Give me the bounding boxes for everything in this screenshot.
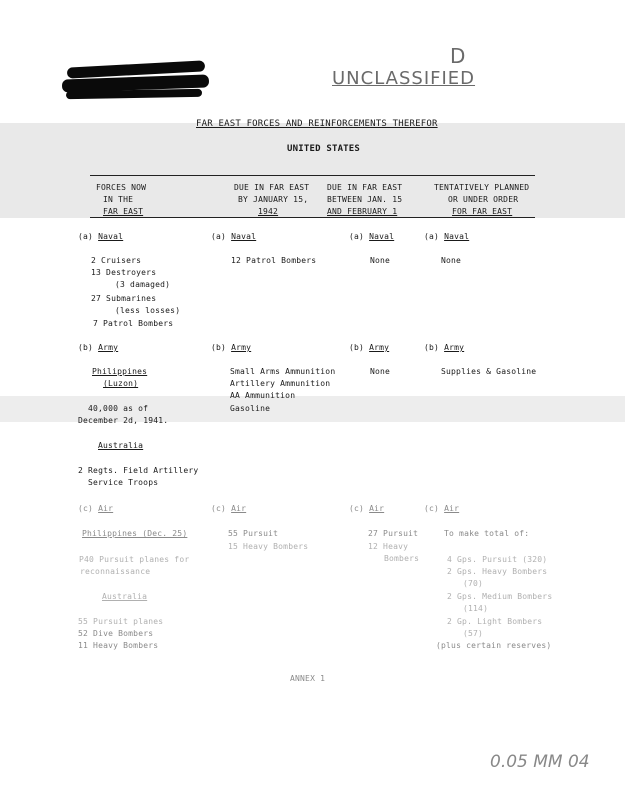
air-planned-item: To make total of: — [444, 529, 530, 538]
army-australia-line: 2 Regts. Field Artillery — [78, 466, 199, 475]
naval-item: 13 Destroyers — [91, 268, 157, 277]
column-header-line: DUE IN FAR EAST — [327, 183, 403, 192]
naval-item: (less losses) — [115, 306, 181, 315]
handwritten-note: 0.05 MM 04 — [490, 752, 590, 772]
column-header-line: TENTATIVELY PLANNED — [434, 183, 530, 192]
air-planned-item: 4 Gps. Pursuit (320) — [447, 555, 548, 564]
naval-due-jan15: 12 Patrol Bombers — [231, 256, 317, 265]
army-planned: Supplies & Gasoline — [441, 367, 537, 376]
document-subtitle: UNITED STATES — [287, 144, 361, 154]
air-heading-col3 — [349, 503, 384, 514]
air-planned-item: (70) — [463, 579, 484, 588]
section-label: Army — [98, 343, 119, 352]
document-title: FAR EAST FORCES AND REINFORCEMENTS THEREFOR — [196, 119, 438, 129]
column-header-line: FOR FAR EAST — [452, 207, 513, 216]
section-label: Army — [369, 343, 390, 352]
army-heading-col2 — [211, 342, 251, 353]
air-australia-line: 55 Pursuit planes — [78, 617, 164, 626]
section-label: Army — [444, 343, 465, 352]
section-label: Air — [444, 504, 460, 513]
column-header-line: FORCES NOW — [96, 183, 147, 192]
section-prefix: (a) — [211, 232, 227, 241]
section-prefix: (b) — [349, 343, 365, 352]
army-heading-col3 — [349, 342, 389, 353]
column-header-line: DUE IN FAR EAST — [234, 183, 310, 192]
air-australia-heading: Australia — [102, 592, 148, 601]
header-rule-top — [90, 175, 535, 176]
army-heading-col4 — [424, 342, 464, 353]
air-due-jan15-item: 55 Pursuit — [228, 529, 279, 538]
army-due-jan15-item: AA Ammunition — [230, 391, 296, 400]
army-philippines-subheading: (Luzon) — [103, 379, 139, 388]
column-header-line: FAR EAST — [103, 207, 144, 216]
section-prefix: (a) — [424, 232, 440, 241]
air-heading-col4 — [424, 503, 459, 514]
army-australia-heading: Australia — [98, 441, 144, 450]
army-due-jan15-item: Artillery Ammunition — [230, 379, 331, 388]
air-due-jan15-item: 15 Heavy Bombers — [228, 542, 309, 551]
redaction-mark — [66, 89, 202, 99]
section-label: Air — [231, 504, 247, 513]
army-philippines-line: 40,000 as of — [88, 404, 149, 413]
scan-shading-band — [0, 123, 625, 218]
naval-heading-col1 — [78, 231, 123, 242]
section-prefix: (b) — [424, 343, 440, 352]
section-label: Naval — [444, 232, 470, 241]
army-philippines-heading: Philippines — [92, 367, 148, 376]
air-philippines-heading: Philippines (Dec. 25) — [82, 529, 188, 538]
section-prefix: (b) — [78, 343, 94, 352]
column-header-line: BETWEEN JAN. 15 — [327, 195, 403, 204]
section-prefix: (c) — [78, 504, 94, 513]
army-australia-line: Service Troops — [88, 478, 159, 487]
naval-heading-col2 — [211, 231, 256, 242]
section-label: Army — [231, 343, 252, 352]
section-prefix: (c) — [211, 504, 227, 513]
section-prefix: (c) — [424, 504, 440, 513]
column-header-line: OR UNDER ORDER — [448, 195, 519, 204]
section-prefix: (a) — [349, 232, 365, 241]
army-due-jan15-item: Gasoline — [230, 404, 271, 413]
column-header-line: 1942 — [258, 207, 279, 216]
column-header-line: BY JANUARY 15, — [238, 195, 309, 204]
army-due-feb1: None — [370, 367, 391, 376]
section-label: Naval — [98, 232, 124, 241]
stamp-letter: D — [450, 44, 466, 68]
naval-item: 7 Patrol Bombers — [93, 319, 174, 328]
section-prefix: (a) — [78, 232, 94, 241]
section-prefix: (c) — [349, 504, 365, 513]
air-due-feb1-item: 27 Pursuit — [368, 529, 419, 538]
air-planned-item: (plus certain reserves) — [436, 641, 552, 650]
air-planned-item: (57) — [463, 629, 484, 638]
air-heading-col2 — [211, 503, 246, 514]
air-australia-line: 11 Heavy Bombers — [78, 641, 159, 650]
naval-planned: None — [441, 256, 462, 265]
naval-item: 27 Submarines — [91, 294, 157, 303]
stamp-text: UNCLASSIFIED — [332, 68, 476, 89]
army-due-jan15-item: Small Arms Ammunition — [230, 367, 336, 376]
air-philippines-line: P40 Pursuit planes for — [79, 555, 190, 564]
army-philippines-line: December 2d, 1941. — [78, 416, 169, 425]
naval-heading-col4 — [424, 231, 469, 242]
header-rule-bottom — [90, 217, 535, 218]
annex-label: ANNEX 1 — [290, 674, 326, 683]
section-label: Naval — [231, 232, 257, 241]
naval-due-feb1: None — [370, 256, 391, 265]
naval-item: (3 damaged) — [115, 280, 171, 289]
air-australia-line: 52 Dive Bombers — [78, 629, 154, 638]
column-header-line: AND FEBRUARY 1 — [327, 207, 398, 216]
column-header-line: IN THE — [103, 195, 134, 204]
air-planned-item: 2 Gps. Heavy Bombers — [447, 567, 548, 576]
naval-item: 2 Cruisers — [91, 256, 142, 265]
section-label: Naval — [369, 232, 395, 241]
air-planned-item: 2 Gp. Light Bombers — [447, 617, 543, 626]
air-planned-item: (114) — [463, 604, 489, 613]
army-heading-col1 — [78, 342, 118, 353]
air-due-feb1-item: 12 Heavy — [368, 542, 409, 551]
classification-stamp — [332, 44, 492, 94]
section-label: Air — [369, 504, 385, 513]
air-planned-item: 2 Gps. Medium Bombers — [447, 592, 553, 601]
section-label: Air — [98, 504, 114, 513]
air-philippines-line: reconnaissance — [80, 567, 151, 576]
air-heading-col1 — [78, 503, 113, 514]
section-prefix: (b) — [211, 343, 227, 352]
naval-heading-col3 — [349, 231, 394, 242]
air-due-feb1-item: Bombers — [384, 554, 420, 563]
